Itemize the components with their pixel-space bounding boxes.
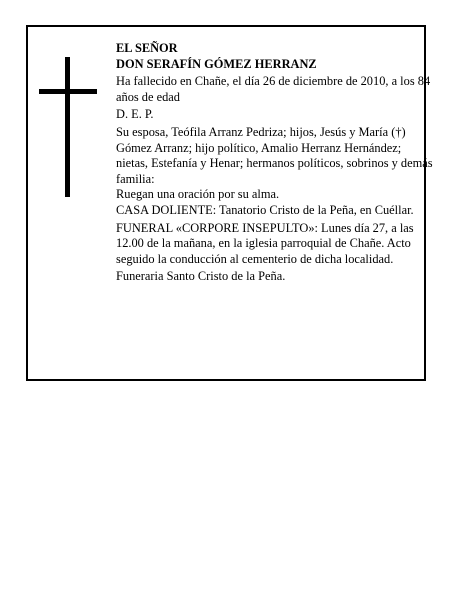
cross-vertical-bar: [65, 57, 70, 197]
heading-title: EL SEÑOR: [116, 41, 178, 55]
funeral-details: FUNERAL «CORPORE INSEPULTO»: Lunes día 27, a las 12.00 de la mañana, en la iglesia parroquial de Chañe. Acto seguido la conducción al cementerio de dicha localidad.: [116, 220, 414, 266]
obituary-text: [116, 41, 434, 285]
rip-line: D. E. P.: [116, 107, 154, 122]
death-announcement: Ha fallecido en Chañe, el día 26 de diciembre de 2010, a los 84 años de edad: [116, 74, 431, 104]
deceased-name: DON SERAFÍN GÓMEZ HERRANZ: [116, 56, 317, 71]
cross-horizontal-bar: [39, 89, 97, 94]
family-list: Su esposa, Teófila Arranz Pedriza; hijos, Jesús y María (†) Gómez Arranz; hijo político, Amalio Herranz Hernández; nietas, Estefanía y Henar; hermanos políticos, sobrinos y demás familia:: [116, 124, 433, 186]
obituary-notice: [26, 25, 433, 381]
mourning-house: CASA DOLIENTE: Tanatorio Cristo de la Peña, en Cuéllar.: [116, 202, 414, 217]
latin-cross-icon: [39, 57, 97, 197]
prayer-request: Ruegan una oración por su alma.: [116, 187, 280, 202]
funeral-home: Funeraria Santo Cristo de la Peña.: [116, 269, 286, 284]
